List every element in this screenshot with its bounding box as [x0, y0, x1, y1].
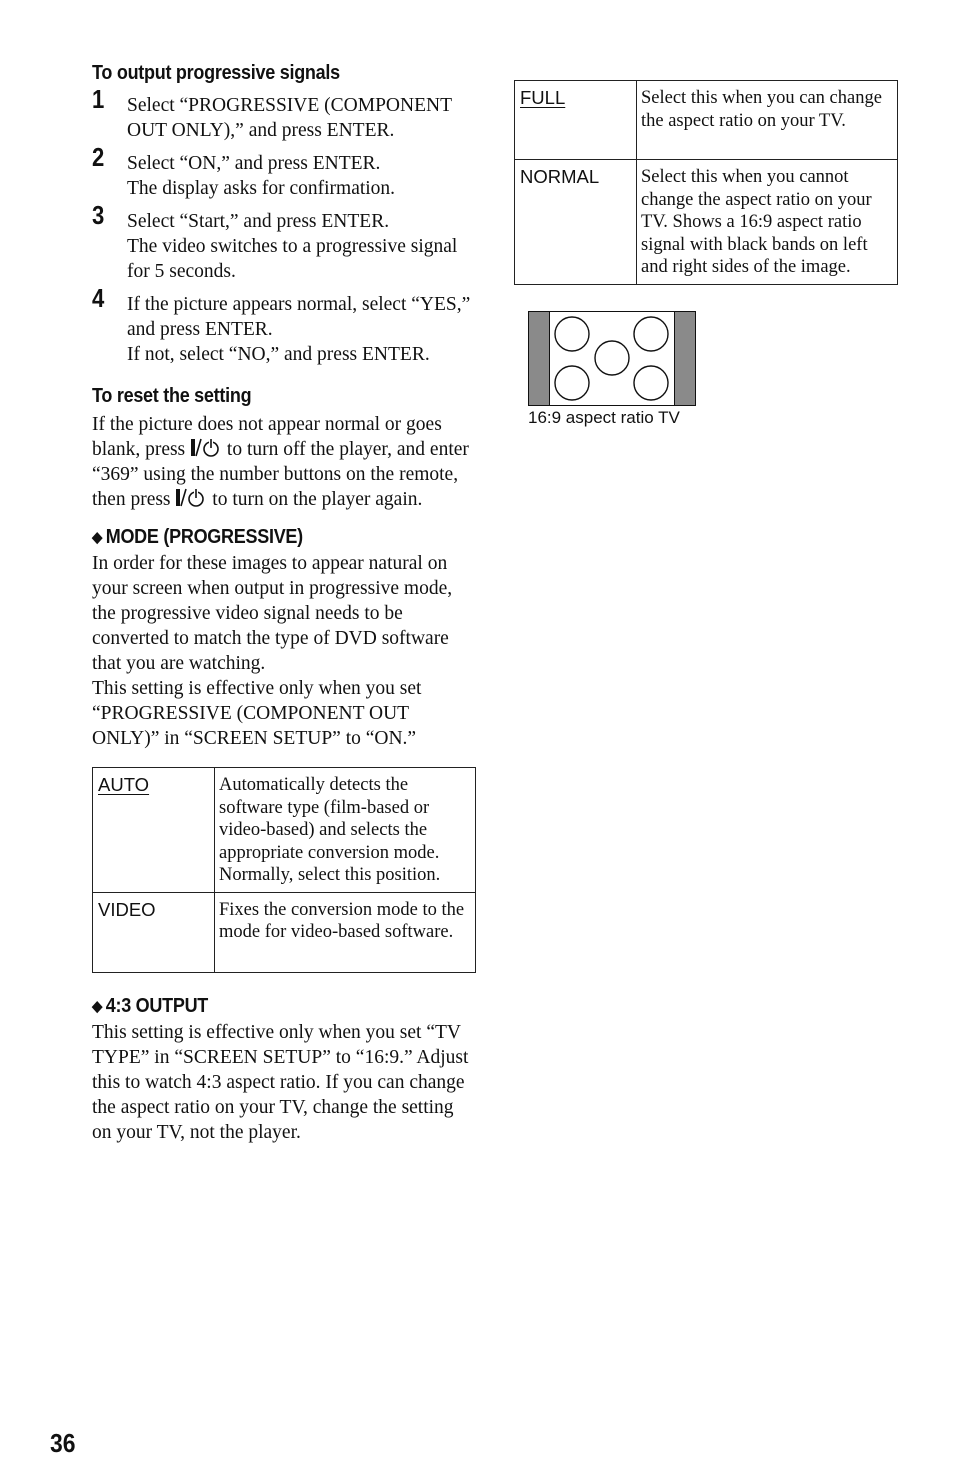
option-key: FULL: [515, 81, 637, 160]
reset-text-part1: If the picture does not appear normal or goes blank, press: [92, 414, 442, 460]
option-key: VIDEO: [93, 892, 215, 972]
output43-options-table: [514, 80, 898, 285]
diamond-bullet-icon: ◆: [92, 529, 103, 546]
option-description: Select this when you can change the aspect ratio on your TV.: [637, 81, 898, 160]
step-text: Select “PROGRESSIVE (COMPONENT OUT ONLY),” and press ENTER.: [127, 95, 452, 141]
tv-screen-icon: [528, 311, 696, 407]
option-description: Automatically detects the software type (film-based or video-based) and selects the appropriate conversion mode. Normally, select this position.: [215, 768, 476, 893]
figure-caption: 16:9 aspect ratio TV: [528, 408, 680, 427]
left-column: [92, 62, 476, 1145]
option-description: Select this when you cannot change the aspect ratio on your TV. Shows a 16:9 aspect ratio signal with black bands on left and right sides of the image.: [637, 160, 898, 285]
step-note: The display asks for confirmation.: [127, 178, 396, 199]
table-row: [93, 892, 476, 972]
step-number: 2: [92, 142, 105, 172]
table-row: [515, 160, 898, 285]
table-row: [93, 768, 476, 893]
mode-heading: [92, 526, 438, 549]
step-3: [92, 200, 476, 284]
option-description: Fixes the conversion mode to the mode for video-based software.: [215, 892, 476, 972]
option-key: NORMAL: [515, 160, 637, 285]
power-switch-icon: [190, 438, 222, 458]
output43-heading-text: 4:3 OUTPUT: [105, 994, 209, 1017]
reset-paragraph: [92, 412, 476, 512]
mode-paragraph-2: This setting is effective only when you set “PROGRESSIVE (COMPONENT OUT ONLY)” in “SCREEN SETUP” to “ON.”: [92, 678, 422, 749]
step-note: The video switches to a progressive signal for 5 seconds.: [127, 236, 458, 282]
diamond-bullet-icon: ◆: [92, 997, 103, 1015]
step-text: Select “ON,” and press ENTER.: [127, 153, 381, 174]
table-row: [515, 81, 898, 160]
step-note: If not, select “NO,” and press ENTER.: [127, 344, 430, 365]
output43-paragraph: This setting is effective only when you set “TV TYPE” in “SCREEN SETUP” to “16:9.” Adjust this to watch 4:3 aspect ratio. If you can change the aspect ratio on your TV, change the setting on your TV, not the player.: [92, 1021, 469, 1143]
tv-aspect-illustration: [528, 311, 696, 412]
step-2: [92, 142, 476, 201]
mode-paragraph-1: In order for these images to appear natural on your screen when output in progressive mode, the progressive video signal needs to be converted to match the type of DVD software that you are watching.: [92, 553, 453, 674]
mode-heading-text: MODE (PROGRESSIVE): [105, 526, 303, 548]
progressive-heading: To output progressive signals: [92, 62, 340, 84]
step-number: 3: [92, 200, 105, 230]
output43-heading: [92, 995, 438, 1018]
right-column: [514, 80, 898, 285]
progressive-steps: [92, 84, 476, 367]
step-text: Select “Start,” and press ENTER.: [127, 211, 390, 232]
mode-options-table: [92, 767, 476, 973]
page-number: 36: [50, 1428, 76, 1458]
reset-text-part2: to turn off the player, and enter “369” using the number buttons on the remote, then press: [92, 439, 469, 510]
step-number: 1: [92, 84, 105, 114]
step-text: If the picture appears normal, select “YES,” and press ENTER.: [127, 294, 471, 340]
power-switch-icon: [175, 488, 207, 508]
step-1: [92, 84, 476, 143]
option-key: AUTO: [93, 768, 215, 893]
step-4: [92, 283, 476, 367]
reset-heading: To reset the setting: [92, 385, 252, 407]
reset-text-part3: to turn on the player again.: [212, 489, 423, 510]
step-number: 4: [92, 283, 105, 313]
